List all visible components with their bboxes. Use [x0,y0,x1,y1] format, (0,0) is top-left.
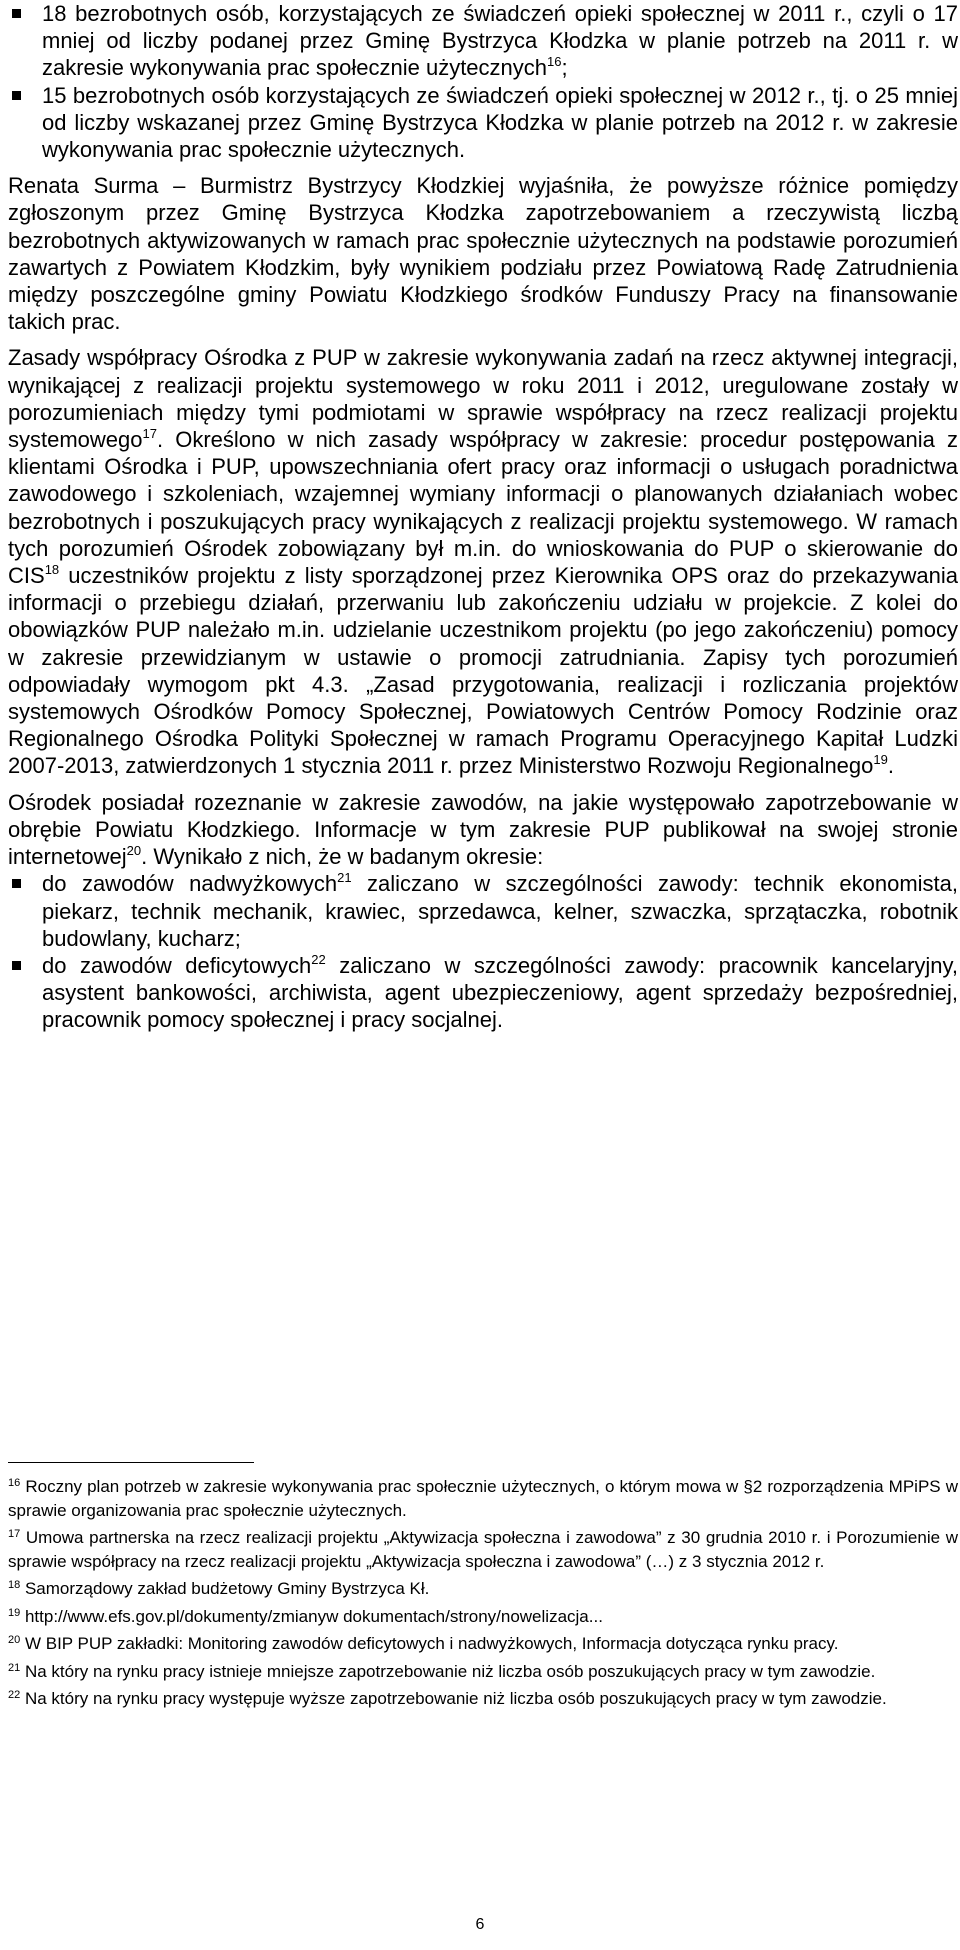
list-item [8,870,958,952]
main-text [8,0,958,1034]
footnote-number: 17 [8,1528,21,1540]
square-bullet-icon [12,961,21,970]
list-item-text: do zawodów nadwyżkowych [42,871,338,897]
list-item-text: do zawodów deficytowych [42,952,312,978]
footnote-ref: 16 [547,54,562,70]
footnote [8,1577,958,1601]
paragraph-text: . Określono w nich zasady współpracy w zakresie: procedur postępowania z klientami Ośrodka i PUP, upowszechniania ofert pracy oraz informacji o usługach poradnictwa zawodowego i szkoleniach, wzajemnej wymiany informacji o planowanych działaniach wobec bezrobotnych i poszukujących pracy wynikających z realizacji projektu systemowego. W ramach tych porozumień Ośrodek zobowiązany był m.in. do wnioskowania do PUP o skierowanie do CIS [8,427,958,589]
footnote-number: 18 [8,1579,21,1591]
footnote-ref: 21 [337,870,352,886]
footnote-ref: 18 [44,562,60,578]
footnote-text: W BIP PUP zakładki: Monitoring zawodów deficytowych i nadwyżkowych, Informacja dotycząca rynku pracy. [20,1634,839,1653]
footnote-ref: 22 [311,951,326,967]
list-item-text: zaliczano w szczególności zawody: pracownik kancelaryjny, asystent bankowości, archiwista, agent ubezpieczeniowy, agent sprzedaży bezpośredniej, pracownik pomocy społecznej i pracy socjalnej. [42,952,958,1033]
footnotes [8,1475,958,1715]
footnote-text: Umowa partnerska na rzecz realizacji projektu „Aktywizacja społeczna i zawodowa” z 30 grudnia 2010 r. i Porozumienie w sprawie współpracy na rzecz realizacji projektu „Aktywizacja społeczna i zawodowa” (…) z 3 stycznia 2012 r. [8,1528,958,1571]
footnote-ref: 19 [873,752,888,768]
paragraph-text: Renata Surma – Burmistrz Bystrzycy Kłodzkiej wyjaśniła, że powyższe różnice pomiędzy zgłoszonym przez Gminę Bystrzyca Kłodzka zapotrzebowaniem a rzeczywistą liczbą bezrobotnych aktywizowanych w ramach prac społecznie użytecznych na podstawie porozumień zawartych z Powiatem Kłodzkim, były wynikiem podziału przez Powiatową Radę Zatrudnienia między poszczególne gminy Powiatu Kłodzkiego środków Funduszy Pracy na finansowanie takich prac. [8,173,958,335]
list-item [8,0,958,82]
footnote-number: 21 [8,1661,21,1674]
footnote-ref: 20 [126,843,142,859]
footnote-text: Na który na rynku pracy występuje wyższe zapotrzebowanie niż liczba osób poszukujących pracy w tym zawodzie. [20,1689,887,1708]
footnote-text: Samorządowy zakład budżetowy Gminy Bystrzyca Kł. [20,1579,430,1598]
paragraph-text: . Wynikało z nich, że w badanym okresie: [141,844,544,870]
list-item-text: ; [561,55,568,81]
square-bullet-icon [12,9,21,18]
footnote [8,1605,958,1629]
list-item-text: zaliczano w szczególności zawody: technik ekonomista, piekarz, technik mechanik, krawiec, sprzedawca, kelner, szwaczka, sprzątaczka, robotnik budowlany, kucharz; [42,871,958,951]
footnote [8,1526,958,1573]
list-item [8,82,958,164]
paragraph-text: uczestników projektu z listy sporządzonej przez Kierownika OPS oraz do przekazywania informacji o przebiegu działań, przerwaniu lub zakończeniu udziału w projekcie. Z kolei do obowiązków PUP należało m.in. udzielanie uczestnikom projektu (po jego zakończeniu) pomocy w zakresie przewidzianym w ustawie o promocji zatrudniania. Zapisy tych porozumień odpowiadały wymogom pkt 4.3. „Zasad przygotowania, realizacji i rozliczania projektów systemowych Ośrodków Pomocy Społecznej, Powiatowych Centrów Pomocy Rodzinie oraz Regionalnego Ośrodka Polityki Społecznej w ramach Programu Operacyjnego Kapitał Ludzki 2007-2013, zatwierdzonych 1 stycznia 2011 r. przez Ministerstwo Rozwoju Regionalnego [8,563,958,779]
paragraph-text: Zasady współpracy Ośrodka z PUP w zakresie wykonywania zadań na rzecz aktywnej integracji, wynikającej z realizacji projektu systemowego w roku 2011 i 2012, uregulowane zostały w porozumieniach między tymi podmiotami w sprawie współpracy na rzecz realizacji projektu systemowego [8,345,958,453]
footnote [8,1687,958,1711]
footnote [8,1475,958,1522]
footnote-separator [8,1462,254,1463]
paragraph [8,172,958,335]
page-number: 6 [475,1916,485,1933]
bullet-list-top [8,0,958,163]
footnote-text: Na który na rynku pracy istnieje mniejsze zapotrzebowanie niż liczba osób poszukujących pracy w tym zawodzie. [20,1661,876,1681]
paragraph-text: . [887,753,894,779]
footnote-text: Roczny plan potrzeb w zakresie wykonywania prac społecznie użytecznych, o którym mowa w §2 rozporządzenia MPiPS w sprawie organizowania prac społecznie użytecznych. [8,1477,958,1520]
square-bullet-icon [12,879,21,888]
paragraph-text: Ośrodek posiadał rozeznanie w zakresie zawodów, na jakie występowało zapotrzebowanie w obrębie Powiatu Kłodzkiego. Informacje w tym zakresie PUP publikował na swojej stronie internetowej [8,789,958,870]
footnote-number: 19 [8,1606,21,1619]
square-bullet-icon [12,91,21,100]
footnote [8,1660,958,1684]
list-item [8,952,958,1034]
list-item-text: 18 bezrobotnych osób, korzystających ze świadczeń opieki społecznej w 2011 r., czyli o 17 mniej od liczby podanej przez Gminę Bystrzyca Kłodzka w planie potrzeb na 2011 r. w zakresie wykonywania prac społecznie użytecznych [42,1,958,81]
footnote-ref: 17 [142,426,157,442]
footnote-number: 22 [8,1689,21,1701]
footnote [8,1632,958,1656]
list-item-text: 15 bezrobotnych osób korzystających ze świadczeń opieki społecznej w 2012 r., tj. o 25 mniej od liczby wskazanej przez Gminę Bystrzyca Kłodzka w planie potrzeb na 2012 r. w zakresie wykonywania prac społecznie użytecznych. [42,82,958,163]
footnote-text[interactable]: http://www.efs.gov.pl/dokumenty/zmianyw dokumentach/strony/nowelizacja... [20,1606,603,1626]
paragraph [8,789,958,871]
bullet-list-bottom [8,870,958,1033]
footnote-number: 20 [8,1634,21,1646]
paragraph [8,344,958,779]
footnote-number: 16 [8,1477,21,1489]
